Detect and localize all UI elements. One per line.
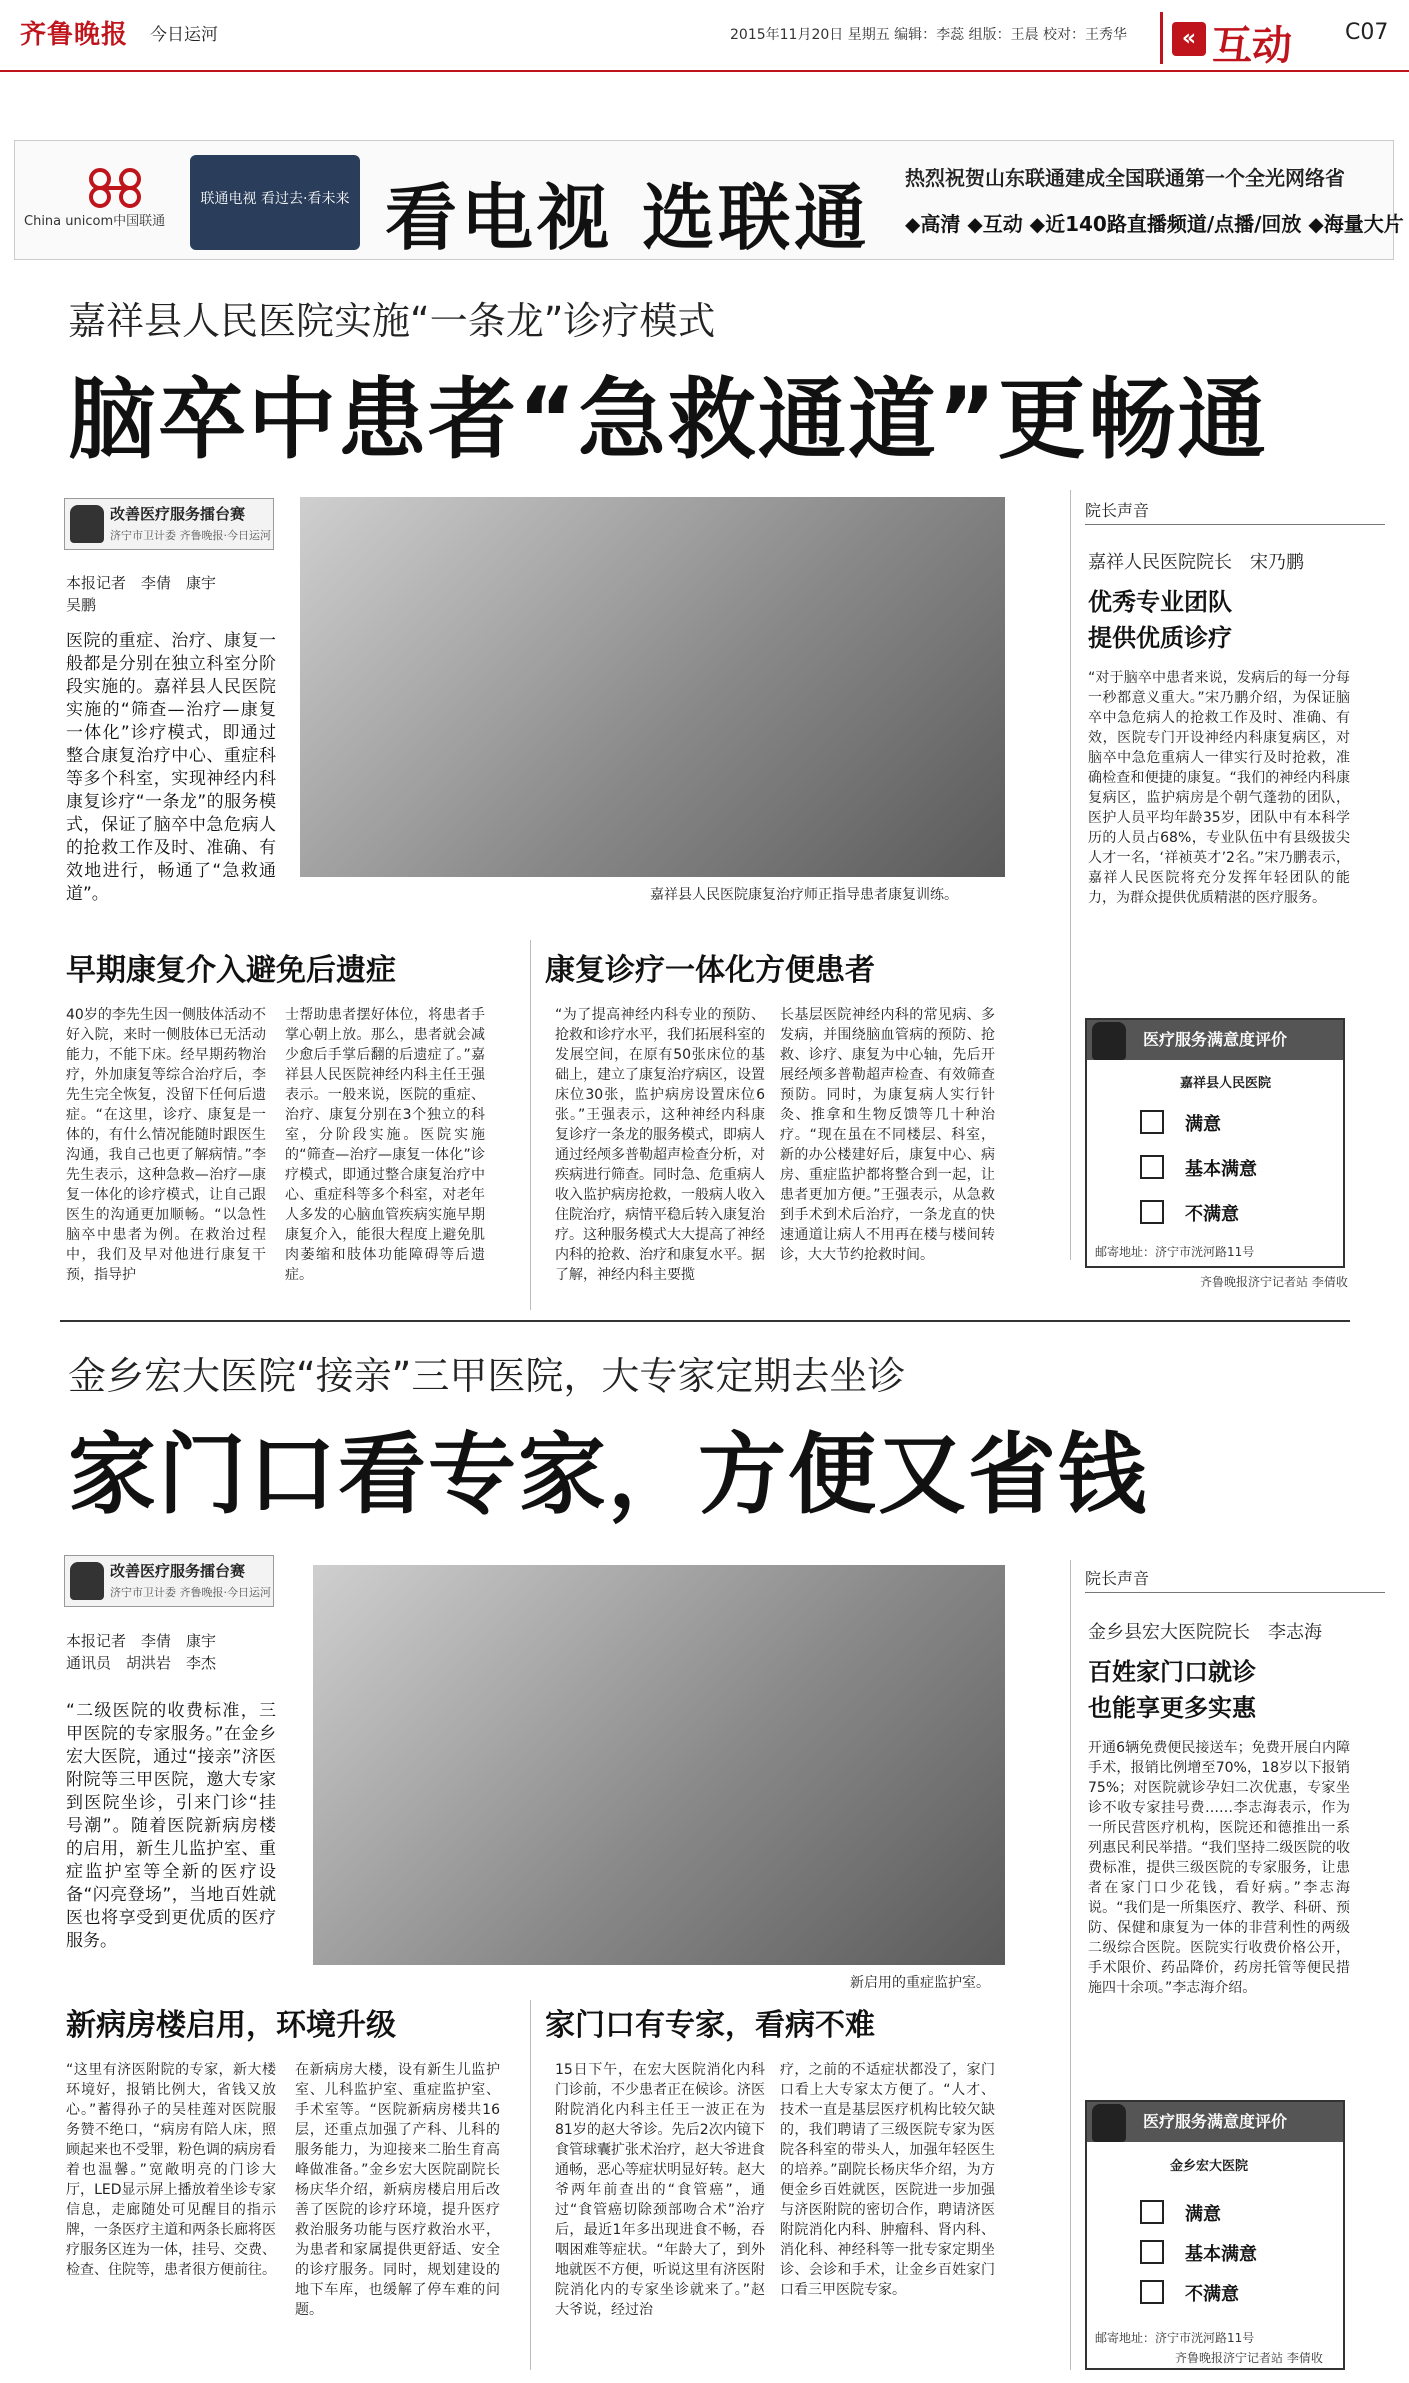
- story2-byline: 本报记者 李倩 康宇 通讯员 胡洪岩 李杰: [66, 1632, 217, 1672]
- column-divider: [530, 940, 531, 1310]
- sidebar-divider: [1070, 490, 1071, 1260]
- page-number: C07: [1345, 20, 1389, 45]
- option-unsatisfied-label: 不满意: [1185, 2284, 1239, 2305]
- column-divider: [530, 2000, 531, 2370]
- option-satisfied-checkbox[interactable]: [1140, 1110, 1164, 1134]
- story2-mailing-recipient: 齐鲁晚报济宁记者站 李倩收: [1175, 2351, 1323, 2365]
- story1-sidebar-tag: 院长声音: [1085, 498, 1385, 525]
- issue-meta: 2015年11月20日 星期五 编辑：李蕊 组版：王晨 校对：王秀华: [730, 27, 1128, 43]
- story1-lead: 医院的重症、治疗、康复一般都是分别在独立科室分阶段实施的。嘉祥县人民医院实施的“筛查—治疗—康复一体化”诊疗模式，即通过整合康复治疗中心、重症科等多个科室，实现神经内科康复诊疗“一条龙”的服务模式，保证了脑卒中急危病人的抢救工作及时、准确、有效地进行，畅通了“急救通道”。: [66, 631, 276, 904]
- thumbs-up-icon: [70, 505, 104, 543]
- option-satisfied-label: 满意: [1185, 1114, 1221, 1135]
- option-basically-satisfied-checkbox[interactable]: [1140, 1155, 1164, 1179]
- option-unsatisfied-checkbox[interactable]: [1140, 2280, 1164, 2304]
- chevron-left-icon: «: [1172, 22, 1206, 56]
- option-satisfied-label: 满意: [1185, 2204, 1221, 2225]
- story1-survey-hospital: 嘉祥县人民医院: [1180, 1076, 1272, 1091]
- unicom-logo-text: China unicom中国联通: [24, 214, 166, 229]
- story1-sidebar-body: “对于脑卒中患者来说，发病后的每一分每一秒都意义重大。”宋乃鹏介绍，为保证脑卒中急危病人的抢救工作及时、准确、有效，医院专门开设神经内科康复病区，对脑卒中急危重病人一律实行及时抢救，准确检查和便捷的康复。“我们的神经内科康复病区，监护病房是个朝气蓬勃的团队，医护人员平均年龄35岁，团队中有本科学历的人员占68%，专业队伍中有县级拔尖人才一名，‘祥祯英才’2名。”宋乃鹏表示，嘉祥人民医院将充分发挥年轻团队的能力，为群众提供优质精湛的医疗服务。: [1088, 670, 1350, 906]
- story1-sidebar-heading1: 优秀专业团队: [1088, 588, 1232, 616]
- option-satisfied-checkbox[interactable]: [1140, 2200, 1164, 2224]
- story1-section1-col2: 士帮助患者摆好体位，将患者手掌心朝上放。那么，患者就会减少愈后手掌后翻的后遗症了。”嘉祥县人民医院神经内科主任王强表示。一般来说，医院的重症、治疗、康复分别在3个独立的科室，分阶段实施。医院实施的“筛查—治疗—康复一体化”诊疗模式，即通过整合康复治疗中心、重症科等多个科室，对老年人多发的心脑血管疾病实施早期康复介入，能很大程度上避免肌肉萎缩和肢体功能障碍等后遗症。: [285, 1007, 485, 1283]
- story1-byline: 本报记者 李倩 康宇 吴鹏: [66, 574, 217, 614]
- sidebar-divider: [1070, 1560, 1071, 2370]
- newspaper-logo: 齐鲁晚报: [20, 20, 129, 50]
- story2-section2-col2: 疗，之前的不适症状都没了，家门口看上大专家太方便了。“人才、技术一直是基层医疗机构比较欠缺的，我们聘请了三级医院专家为医院各科室的带头人，加强年轻医生的培养。”副院长杨庆华介绍，为方便金乡百姓就医，医院进一步加强与济医附院的密切合作，聘请济医附院消化内科、肿瘤科、肾内科、消化科、神经科等一批专家定期坐诊、会诊和手术，让金乡百姓家门口看三甲医院专家。: [780, 2062, 995, 2298]
- story1-section2-col1: “为了提高神经内科专业的预防、抢救和诊疗水平，我们拓展科室的发展空间，在原有50张床位的基础上，建立了康复治疗病区，设置床位30张，监护病房设置床位6张。”王强表示，这种神经内科康复诊疗一条龙的服务模式，即病人通过经颅多普勒超声检查分析，对疾病进行筛查。同时急、危重病人收入监护病房抢救，一般病人收入住院治疗，病情平稳后转入康复治疗。这种服务模式大大提高了神经内科的抢救、治疗和康复水平。据了解，神经内科主要揽: [555, 1007, 765, 1283]
- option-unsatisfied-checkbox[interactable]: [1140, 1200, 1164, 1224]
- story2-kicker: 金乡宏大医院“接亲”三甲医院，大专家定期去坐诊: [68, 1354, 906, 1398]
- story2-sidebar-tag: 院长声音: [1085, 1566, 1385, 1593]
- story2-section2-col1: 15日下午，在宏大医院消化内科门诊前，不少患者正在候诊。济医附院消化内科主任王一波正在为81岁的赵大爷诊。先后2次内镜下食管球囊扩张术治疗，赵大爷进食通畅，恶心等症状明显好转。赵大爷两年前查出的“食管癌”，通过“食管癌切除颈部吻合术”治疗后，最近1年多出现进食不畅，吞咽困难等症状。“年龄大了，到外地就医不方便，听说这里有济医附院消化内的专家坐诊就来了。”赵大爷说，经过治: [555, 2062, 765, 2318]
- story2-survey-hospital: 金乡宏大医院: [1170, 2159, 1249, 2174]
- thumbs-up-icon: [1092, 2104, 1126, 2142]
- story1-section1-col1: 40岁的李先生因一侧肢体活动不好入院，来时一侧肢体已无活动能力，不能下床。经早期药物治疗，外加康复等综合治疗后，李先生完全恢复，没留下任何后遗症。“在这里，诊疗、康复是一体的，有什么情况能随时跟医生沟通，我自己也更了解病情。”李先生表示，这种急救—治疗—康复一体化的诊疗模式，让自己跟医生的沟通更加顺畅。“以急性脑卒中患者为例。在救治过程中，我们及早对他进行康复干预，指导护: [66, 1007, 266, 1283]
- option-basically-satisfied-label: 基本满意: [1185, 2244, 1257, 2265]
- story1-mailing-recipient: 齐鲁晚报济宁记者站 李倩收: [1200, 1275, 1348, 1289]
- ad-title: 看电视 选联通: [385, 176, 871, 260]
- story2-badge-title: 改善医疗服务擂台赛: [110, 1562, 246, 1580]
- story2-lead: “二级医院的收费标准，三甲医院的专家服务。”在金乡宏大医院，通过“接亲”济医附院等三甲医院，邀大专家到医院坐诊，引来门诊“挂号潮”。随着医院新病房楼的启用，新生儿监护室、重症监护室等全新的医疗设备“闪亮登场”，当地百姓就医也将享受到更优质的医疗服务。: [66, 1701, 276, 1951]
- story1-survey-title: 医疗服务满意度评价: [1087, 1020, 1343, 1060]
- option-unsatisfied-label: 不满意: [1185, 1204, 1239, 1225]
- thumbs-up-icon: [70, 1562, 104, 1600]
- story2-section1-col1: “这里有济医附院的专家，新大楼环境好，报销比例大，省钱又放心。”蓄得孙子的吴桂莲对医院服务赞不绝口，“病房有陪人床，照顾起来也不受罪，粉色调的病房看着也温馨。”宽敞明亮的门诊大厅，LED显示屏上播放着坐诊专家信息，走廊随处可见醒目的指示牌，一条医疗主道和两条长廊将医疗服务区连为一体，挂号、交费、检查、住院等，患者很方便前往。: [66, 2062, 276, 2278]
- header-rule: [0, 70, 1409, 72]
- tv-screen-text: 联通电视 看过去·看未来: [200, 191, 350, 207]
- story2-mailing-address: 邮寄地址：济宁市洸河路11号: [1095, 2331, 1255, 2345]
- story1-section1-title: 早期康复介入避免后遗症: [66, 953, 396, 988]
- option-basically-satisfied-label: 基本满意: [1185, 1159, 1257, 1180]
- story1-kicker: 嘉祥县人民医院实施“一条龙”诊疗模式: [68, 299, 716, 343]
- story2-section1-col2: 在新病房大楼，设有新生儿监护室、儿科监护室、重症监护室、手术室等。“医院新病房楼共16层，还重点加强了产科、儿科的服务能力，为迎接来二胎生育高峰做准备。”金乡宏大医院副院长杨庆华介绍，新病房楼启用后改善了医院的诊疗环境，提升医疗救治服务功能与医疗救治水平，为患者和家属提供更舒适、安全的诊疗服务。同时，规划建设的地下车库，也缓解了停车难的问题。: [295, 2062, 500, 2318]
- story2-badge-sub: 济宁市卫计委 齐鲁晚报·今日运河: [110, 1586, 271, 1599]
- unicom-knot-icon: [80, 165, 150, 210]
- story1-photo: [300, 497, 1005, 877]
- story2-photo: [313, 1565, 1005, 1965]
- story2-sidebar-author: 金乡县宏大医院院长 李志海: [1088, 1622, 1322, 1643]
- section-tag: 今日运河: [150, 25, 218, 45]
- story1-sidebar-author: 嘉祥人民医院院长 宋乃鹏: [1088, 552, 1304, 573]
- story1-section2-title: 康复诊疗一体化方便患者: [545, 953, 875, 988]
- story2-sidebar-heading2: 也能享更多实惠: [1088, 1694, 1256, 1722]
- story1-photo-caption: 嘉祥县人民医院康复治疗师正指导患者康复训练。: [650, 887, 958, 903]
- story2-section1-title: 新病房楼启用，环境升级: [66, 2008, 396, 2043]
- story1-section2-col2: 长基层医院神经内科的常见病、多发病，并围绕脑血管病的预防、抢救、诊疗、康复为中心轴，先后开展经颅多普勒超声检查、有效筛查预防。同时，为康复病人实行针灸、推拿和生物反馈等几十种治疗。“现在虽在不同楼层、科室，新的办公楼建好后，康复中心、病房、重症监护都将整合到一起，让患者更加方便。”王强表示，从急救到手术到术后治疗，一条龙直的快速通道让病人不用再在楼与楼间转诊，大大节约抢救时间。: [780, 1007, 995, 1263]
- story2-survey-title: 医疗服务满意度评价: [1087, 2102, 1343, 2142]
- thumbs-up-icon: [1092, 1022, 1126, 1060]
- story2-photo-caption: 新启用的重症监护室。: [850, 1975, 990, 1991]
- story1-mailing-address: 邮寄地址：济宁市洸河路11号: [1095, 1245, 1255, 1259]
- story2-sidebar-body: 开通6辆免费便民接送车；免费开展白内障手术，报销比例增至70%，18岁以下报销75%；对医院就诊孕妇二次优惠，专家坐诊不收专家挂号费……李志海表示，作为一所民营医疗机构，医院还和德推出一系列惠民利民举措。“我们坚持二级医院的收费标准，提供三级医院的专家服务，让患者在家门口少花钱，看好病。”李志海说。“我们是一所集医疗、教学、科研、预防、保健和康复为一体的非营利性的两级二级综合医院。医院实行收费价格公开，手术限价、药品降价，药房托管等便民措施四十余项。”李志海介绍。: [1088, 1740, 1350, 1996]
- story1-badge-title: 改善医疗服务擂台赛: [110, 505, 246, 523]
- section-name: 互动: [1212, 23, 1292, 69]
- ad-features: ◆高清 ◆互动 ◆近140路直播频道/点播/回放 ◆海量大片: [905, 212, 1404, 236]
- story-divider: [60, 1320, 1350, 1322]
- ad-subtitle: 热烈祝贺山东联通建成全国联通第一个全光网络省: [905, 166, 1345, 190]
- story2-headline: 家门口看专家，方便又省钱: [68, 1423, 1149, 1526]
- story1-badge-sub: 济宁市卫计委 齐鲁晚报·今日运河: [110, 529, 271, 542]
- story1-headline: 脑卒中患者“急救通道”更畅通: [68, 368, 1268, 471]
- story2-section2-title: 家门口有专家，看病不难: [545, 2008, 875, 2043]
- story1-sidebar-heading2: 提供优质诊疗: [1088, 624, 1232, 652]
- option-basically-satisfied-checkbox[interactable]: [1140, 2240, 1164, 2264]
- story2-sidebar-heading1: 百姓家门口就诊: [1088, 1658, 1256, 1686]
